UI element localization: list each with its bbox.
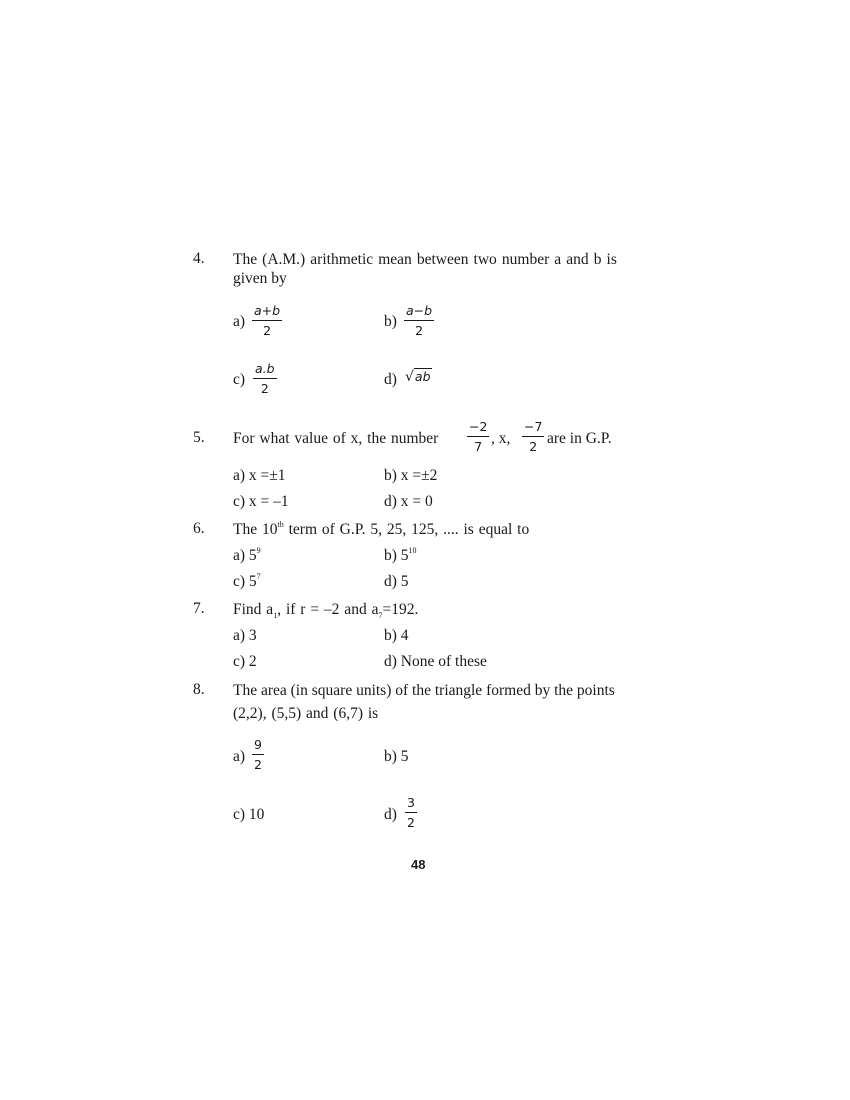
question-7-text-a: Find a <box>233 601 274 618</box>
question-5-text-pre: For what value of x, the number <box>233 430 439 447</box>
question-4-option-d-sqrt <box>405 369 432 385</box>
question-8-text-line1: The area (in square units) of the triangle formed by the points <box>233 682 615 699</box>
question-5-option-a: a) x =±1 <box>233 467 286 484</box>
fraction-numerator: a+b <box>252 304 282 321</box>
question-4-option-b-label: b) <box>384 313 397 330</box>
question-5-option-b: b) x =±2 <box>384 467 438 484</box>
question-7-sub-7: 7 <box>378 611 383 620</box>
option-base: c) 5 <box>233 573 257 590</box>
fraction-denominator: 7 <box>474 439 483 454</box>
question-5-number: 5. <box>193 429 205 446</box>
question-4-option-a-label: a) <box>233 313 246 330</box>
fraction-numerator: −7 <box>522 420 544 437</box>
question-4-number: 4. <box>193 250 205 267</box>
question-4-option-d-label: d) <box>384 371 397 388</box>
fraction-numerator: a−b <box>404 304 434 321</box>
fraction-numerator: 9 <box>252 738 264 755</box>
question-6-text-post: term of G.P. 5, 25, 125, .... is equal to <box>283 521 530 538</box>
question-4-option-b-fraction <box>404 304 434 338</box>
question-7-text <box>233 600 418 619</box>
question-8-option-a-label: a) <box>233 748 246 765</box>
question-8-option-c: c) 10 <box>233 806 265 823</box>
fraction-denominator: 2 <box>263 323 272 338</box>
option-exponent: 10 <box>408 546 417 555</box>
question-8-option-d-label: d) <box>384 806 397 823</box>
fraction-numerator: −2 <box>467 420 489 437</box>
question-7-option-c: c) 2 <box>233 653 257 670</box>
question-4-text-line1: The (A.M.) arithmetic mean between two number a and b is <box>233 251 617 268</box>
question-7-option-d: d) None of these <box>384 653 487 670</box>
question-4-option-c-label: c) <box>233 371 246 388</box>
option-exponent: 9 <box>256 546 261 555</box>
question-8-text-line2: (2,2), (5,5) and (6,7) is <box>233 705 379 722</box>
option-exponent: 7 <box>256 572 261 581</box>
fraction-numerator: a.b <box>253 362 277 379</box>
question-4-text-line2: given by <box>233 270 287 287</box>
question-6-text-pre: The 10 <box>233 521 278 538</box>
sqrt-radicand: ab <box>414 369 431 384</box>
question-6-option-c <box>233 573 261 591</box>
sqrt-symbol: √ <box>405 369 414 385</box>
option-base: a) 5 <box>233 547 257 564</box>
option-base: b) 5 <box>384 547 409 564</box>
question-7-sub-1: 1 <box>273 611 278 620</box>
question-8-number: 8. <box>193 681 205 698</box>
question-5-fraction-2 <box>522 420 544 454</box>
question-6-option-d: d) 5 <box>384 573 409 590</box>
question-7-option-b: b) 4 <box>384 627 409 644</box>
question-5-fraction-1 <box>467 420 489 454</box>
question-5-text-post: are in G.P. <box>547 430 612 447</box>
question-7-option-a: a) 3 <box>233 627 257 644</box>
question-6-text <box>233 520 529 539</box>
question-4-option-c-fraction <box>253 362 277 396</box>
question-6-text-sup: th <box>277 520 284 529</box>
fraction-numerator: 3 <box>405 796 417 813</box>
question-7-text-c: =192. <box>382 601 419 618</box>
question-8-option-d-fraction <box>405 796 417 830</box>
question-4-option-a-fraction <box>252 304 282 338</box>
fraction-denominator: 2 <box>407 815 415 830</box>
page-number: 48 <box>411 857 426 872</box>
question-8-option-a-fraction <box>252 738 264 772</box>
question-5-text-mid: , x, <box>491 430 511 447</box>
question-6-number: 6. <box>193 520 205 537</box>
fraction-denominator: 2 <box>415 323 424 338</box>
question-6-option-a <box>233 547 261 565</box>
question-7-number: 7. <box>193 600 205 617</box>
question-8-option-b: b) 5 <box>384 748 409 765</box>
fraction-denominator: 2 <box>260 381 269 396</box>
question-6-option-b <box>384 547 417 565</box>
question-5-option-c: c) x = –1 <box>233 493 289 510</box>
fraction-denominator: 2 <box>529 439 538 454</box>
question-7-text-b: , if r = –2 and a <box>277 601 379 618</box>
fraction-denominator: 2 <box>254 757 262 772</box>
question-5-option-d: d) x = 0 <box>384 493 433 510</box>
